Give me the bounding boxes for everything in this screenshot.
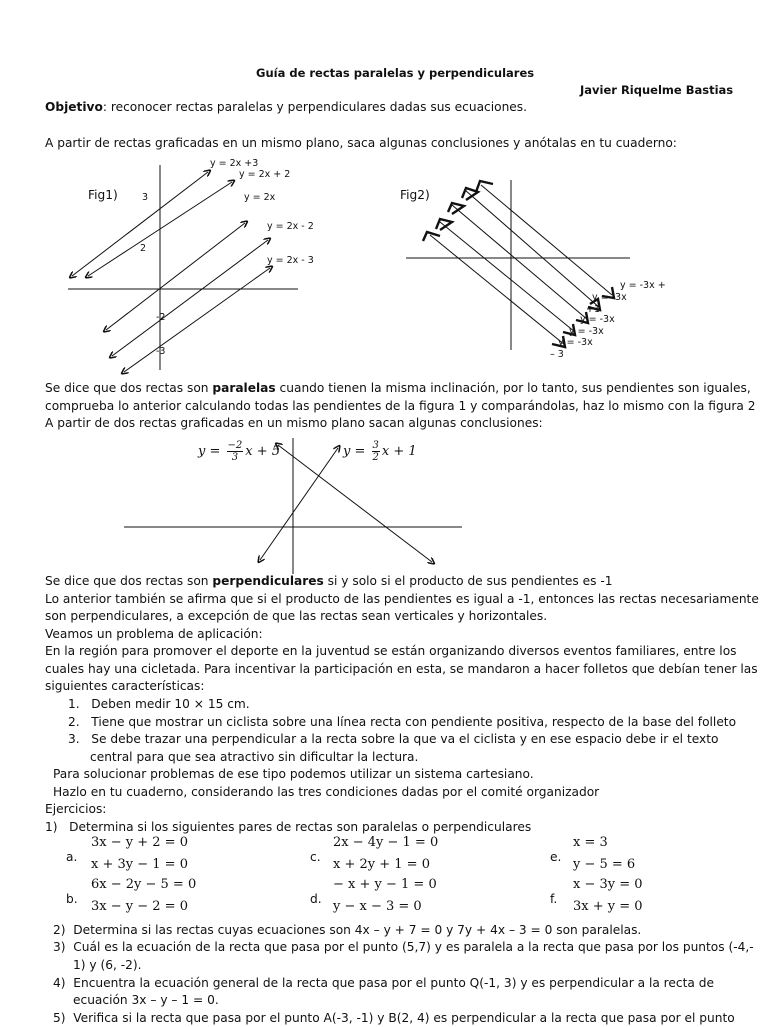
perp-line-5: En la región para promover el deporte en la juventud se están organizando diversos eventos familiares, entre los [45,644,737,658]
fig3-eq-1: y = $\frac{-2}{3}$ x + 5 [198,440,281,463]
pair-e-eq2: y − 5 = 6 [573,857,636,872]
intro-text: A partir de rectas graficadas en un mismo plano, saca algunas conclusiones y anótalas en tu cuaderno: [45,136,677,150]
pair-c-eq1: 2x − 4y − 1 = 0 [333,835,439,850]
pair-b-eq2: 3x − y − 2 = 0 [91,899,188,914]
fig1-eq-4: y = 2x - 2 [267,221,314,232]
pair-label-d: d. [310,892,322,906]
exercise-4-cont: ecuación 3x – y – 1 = 0. [73,993,219,1007]
exercise-1: 1) Determina si los siguientes pares de rectas son paralelas o perpendiculares [45,820,532,834]
fig1-eq-2: y = 2x + 2 [239,169,291,180]
perp-line-6: cuales hay una cicletada. Para incentivar la participación en esta, se mandaron a hacer folletos que debían tener las [45,662,758,676]
fig1-tick-2: 2 [140,243,147,254]
fig1-label: Fig1) [88,188,118,202]
fig2-eq-2b: +1 [586,304,601,315]
pair-f-eq1: x − 3y = 0 [573,877,643,892]
fig1-line-5 [124,268,270,372]
fig1-eq-3: y = 2x [244,192,276,203]
exercises-heading: Ejercicios: [45,802,107,816]
perp-line-2: Lo anterior también se afirma que si el producto de las pendientes es igual a -1, entonces las rectas necesariamente [45,592,759,606]
parallel-line-1: Se dice que dos rectas son paralelas cuando tienen la misma inclinación, por lo tanto, sus pendientes son iguales, [45,381,751,395]
fig1-tick-3: 3 [142,192,149,203]
fig3-eq-2: y = $\frac{3}{2}$ x + 1 [343,440,417,463]
fig2-eq-1: y = -3x + [620,280,666,291]
fig1-line-3 [106,223,245,330]
fig2-eq-2: y = -3x [592,292,627,303]
perp-line-4: Veamos un problema de aplicación: [45,627,263,641]
parallel-line-2: comprueba lo anterior calculando todas las pendientes de la figura 1 y comparándolas, haz lo mismo con la figura 2 [45,399,756,413]
pair-a-eq1: 3x − y + 2 = 0 [91,835,188,850]
pair-a-eq2: x + 3y − 1 = 0 [91,857,188,872]
pair-d-eq1: − x + y − 1 = 0 [333,877,437,892]
objective-label: Objetivo [45,100,103,114]
fig1-eq-5: y = 2x - 3 [267,255,314,266]
pair-b-eq1: 6x − 2y − 5 = 0 [91,877,197,892]
after-line-1: Para solucionar problemas de ese tipo podemos utilizar un sistema cartesiano. [53,767,534,781]
perp-line-1: Se dice que dos rectas son perpendiculares si y solo si el producto de sus pendientes es -1 [45,574,613,588]
requirement-item: 1. Deben medir 10 × 15 cm. [68,697,250,711]
fig1-tick-neg2: -2 [156,312,166,323]
pair-label-e: e. [550,850,562,864]
exercise-3: 3) Cuál es la ecuación de la recta que pasa por el punto (5,7) y es paralela a la recta que pasa por los puntos (-4,- [53,940,754,954]
fig2-eq-4: y = -3x [569,326,604,337]
pair-d-eq2: y − x − 3 = 0 [333,899,422,914]
fig2-eq-5b: – 3 [550,349,564,360]
page-title: Guía de rectas paralelas y perpendiculares [256,66,535,80]
exercise-3-cont: 1) y (6, -2). [73,958,142,972]
fig1-eq-1: y = 2x +3 [210,158,259,169]
pair-f-eq2: 3x + y = 0 [573,899,643,914]
requirement-3-continued: central para que sea atractivo sin dificultar la lectura. [90,750,419,764]
exercise-4: 4) Encuentra la ecuación general de la recta que pasa por el punto Q(-1, 3) y es perpendicular a la recta de [53,976,714,990]
pair-label-a: a. [66,850,78,864]
author-name: Javier Riquelme Bastias [580,83,734,97]
pair-label-f: f. [550,892,558,906]
fig1-line-4 [112,240,268,356]
perp-line-7: siguientes características: [45,679,205,693]
pair-c-eq2: x + 2y + 1 = 0 [333,857,430,872]
fig2-eq-3: y = -3x [580,314,615,325]
fig2-label: Fig2) [400,188,430,202]
pair-label-b: b. [66,892,78,906]
objective-text: : reconocer rectas paralelas y perpendiculares dadas sus ecuaciones. [102,100,528,114]
requirement-item: 3. Se debe trazar una perpendicular a la recta sobre la que va el ciclista y en ese espacio debe ir el texto [68,732,719,746]
pair-label-c: c. [310,850,321,864]
fig3-line-positive [260,448,338,560]
exercise-5: 5) Verifica si la recta que pasa por el punto A(-3, -1) y B(2, 4) es perpendicular a la recta que pasa por el punto [53,1011,735,1025]
fig2-eq-5: y = -3x [558,337,593,348]
pair-e-eq1: x = 3 [573,835,608,850]
after-line-2: Hazlo en tu cuaderno, considerando las tres condiciones dadas por el comité organizador [53,785,600,799]
parallel-line-3: A partir de dos rectas graficadas en un mismo plano sacan algunas conclusiones: [45,416,543,430]
fig1-tick-neg3: -3 [156,346,166,357]
requirement-item: 2. Tiene que mostrar un ciclista sobre una línea recta con pendiente positiva, respecto de la base del folleto [68,715,737,729]
exercise-2: 2) Determina si las rectas cuyas ecuaciones son 4x – y + 7 = 0 y 7y + 4x – 3 = 0 son paralelas. [53,923,642,937]
perp-line-3: son perpendiculares, a excepción de que las rectas sean verticales y horizontales. [45,609,548,623]
